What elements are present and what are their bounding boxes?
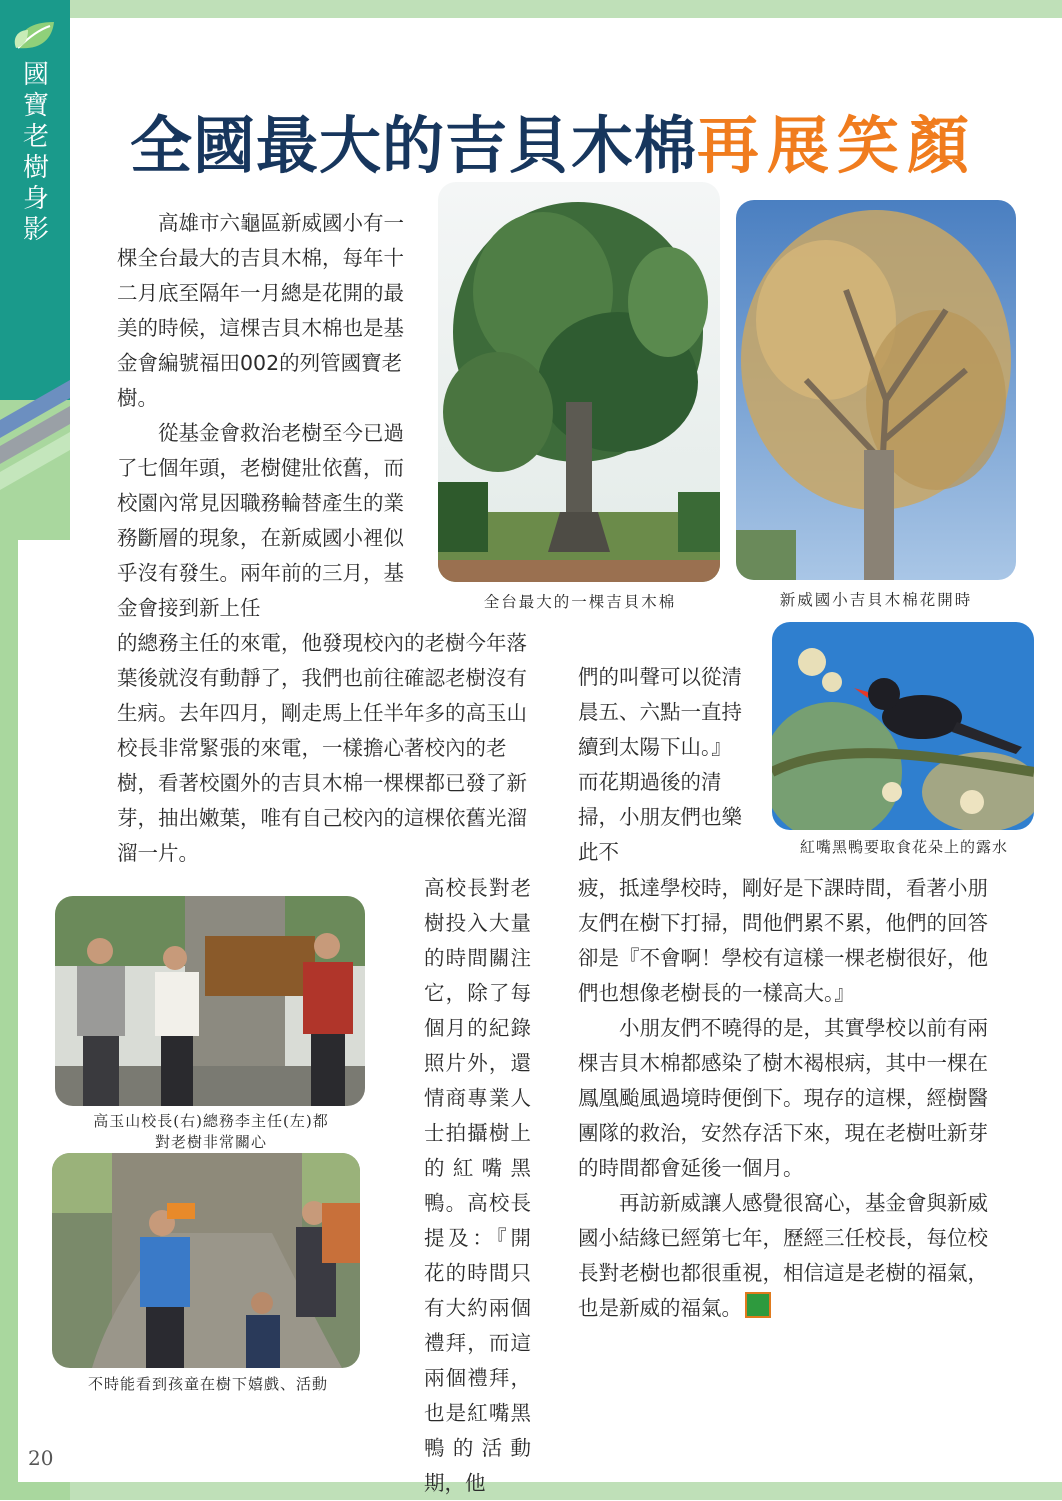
- end-mark-icon: [745, 1292, 771, 1318]
- caption-people-line2: 對老樹非常關心: [154, 1133, 267, 1151]
- kids-photo: [52, 1153, 360, 1368]
- side-stripes: [0, 380, 70, 520]
- paragraph-birds: 們的叫聲可以從清晨五、六點一直持續到太陽下山。』而花期過後的清掃，小朋友們也樂此不: [578, 665, 742, 864]
- tree-photo: [438, 182, 720, 582]
- paragraph-cleaning: 疲，抵達學校時，剛好是下課時間，看著小朋友們在樹下打掃，問他們累不累，他們的回答卻是『不會啊！學校有這樣一棵老樹很好，他們也想像老樹長的一樣高大。』: [578, 876, 988, 1005]
- caption-tree: 全台最大的一棵吉貝木棉: [483, 593, 677, 611]
- caption-bloom: 新威國小吉貝木棉花開時: [779, 591, 973, 609]
- page-title: [130, 96, 1010, 182]
- caption-kids: 不時能看到孩童在樹下嬉戲、活動: [87, 1375, 328, 1393]
- column-right: [578, 871, 992, 1326]
- title-main: 全國最大的吉貝木棉: [130, 109, 698, 182]
- top-border: [0, 0, 1062, 18]
- title-accent: 再展笑顏: [697, 109, 978, 182]
- paragraph-intro: 高雄市六龜區新威國小有一棵全台最大的吉貝木棉，每年十二月底至隔年一月總是花開的最美的時候，這棵吉貝木棉也是基金會編號福田002的列管國寶老樹。: [117, 211, 404, 410]
- column-left-top: [117, 206, 417, 626]
- people-photo: [55, 896, 365, 1106]
- paragraph-disease: 小朋友們不曉得的是，其實學校以前有兩棵吉貝木棉都感染了樹木褐根病，其中一棵在鳳凰颱風過境時便倒下。現存的這棵，經樹醫團隊的救治，安然存活下來，現在老樹吐新芽的時間都會延後一個月。: [578, 1016, 988, 1180]
- paragraph-principal: 高校長對老樹投入大量的時間關注它，除了每個月的紀錄照片外，還情商專業人士拍攝樹上的紅嘴黑鴨。高校長提及：『開花的時間只有大約兩個禮拜，而這兩個禮拜，也是紅嘴黑鴨的活動期，他: [424, 876, 531, 1495]
- bird-photo: [772, 622, 1034, 830]
- caption-bird: 紅嘴黑鴨要取食花朵上的露水: [799, 838, 1008, 856]
- bloom-photo: [736, 200, 1016, 580]
- page-number: 20: [28, 1446, 54, 1470]
- paragraph-history: 從基金會救治老樹至今已過了七個年頭，老樹健壯依舊，而校園內常見因職務輪替產生的業務斷層的現象，在新威國小裡似乎沒有發生。兩年前的三月，基金會接到新上任: [117, 421, 404, 620]
- caption-people-line1: 高玉山校長(右)總務李主任(左)都: [93, 1112, 329, 1130]
- bottom-border: [0, 1482, 1062, 1500]
- section-label: 國寶老樹身影: [22, 60, 49, 245]
- paragraph-revisit: 再訪新威讓人感覺很窩心，基金會與新威國小結緣已經第七年，歷經三任校長，每位校長對老樹也都很重視，相信這是老樹的福氣，也是新威的福氣。: [578, 1191, 988, 1320]
- paragraph-phone-call: 的總務主任的來電，他發現校內的老樹今年落葉後就沒有動靜了，我們也前往確認老樹沒有生病。去年四月，剛走馬上任半年多的高玉山校長非常緊張的來電，一樣擔心著校內的老樹，看著校園外的吉貝木棉一棵棵都已發了新芽，抽出嫩葉，唯有自己校內的這棵依舊光溜溜一片。: [117, 631, 527, 865]
- leaf-logo-icon: [14, 18, 58, 52]
